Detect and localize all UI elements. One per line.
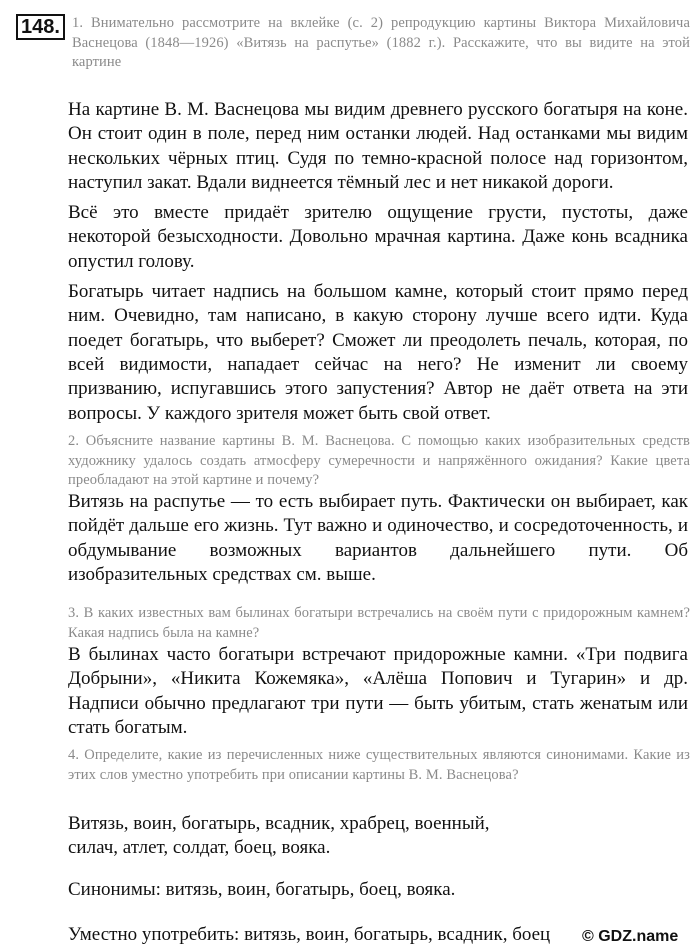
answer-3: В былинах часто богатыри встречают придорожные камни. «Три подвига Добрыни», «Никита Кожемяка», «Алёша Попович и Тугарин» и др. Надписи обычно предлагают три пути — быть убитым, стать женатым или стать богатым. [68, 644, 688, 738]
answer-1 [68, 98, 688, 426]
question-4: 4. Определите, какие из перечисленных ниже существительных являются синонимами. Какие из этих слов уместно употребить при описании картины В. М. Васнецова? [68, 747, 690, 783]
question-1: 1. Внимательно рассмотрите на вклейке (с. 2) репродукцию картины Виктора Михайловича Васнецова (1848—1926) «Витязь на распутье» (1882 г.). Расскажите, что вы видите на этой картине [72, 15, 690, 70]
exercise-number: 148. [16, 14, 65, 40]
answer-4-synonyms: Синонимы: витязь, воин, богатырь, боец, вояка. [68, 879, 456, 900]
answer-1-paragraph-1: На картине В. М. Васнецова мы видим древнего русского богатыря на коне. Он стоит один в поле, перед ним останки людей. Над останками мы видим нескольких чёрных птиц. Судя по темно-красной полосе над горизонтом, наступил закат. Вдали виднеется тёмный лес и нет никакой дороги. [68, 99, 688, 193]
answer-4-usage: Уместно употребить: витязь, воин, богатырь, всадник, боец [68, 924, 551, 945]
answer-1-paragraph-3: Богатырь читает надпись на большом камне, который стоит прямо перед ним. Очевидно, там написано, в какую сторону лучше всего идти. Куда поедет богатырь, что выберет? Сможет ли преодолеть печаль, которая, по всей видимости, нападает сейчас на него? Не изменит ли своему призванию, испугавшись этого запустения? Автор не даёт ответа на эти вопросы. У каждого зрителя может быть свой ответ. [68, 281, 688, 424]
watermark: © GDZ.name [578, 928, 678, 946]
answer-1-paragraph-2: Всё это вместе придаёт зрителю ощущение грусти, пустоты, даже некоторой безысходности. Довольно мрачная картина. Даже конь всадника опустил голову. [68, 202, 688, 272]
answer-2: Витязь на распутье — то есть выбирает путь. Фактически он выбирает, как пойдёт дальше его жизнь. Тут важно и одиночество, и сосредоточенность, и обдумывание возможных вариантов дальнейшего пути. Об изобразительных средствах см. выше. [68, 491, 688, 585]
answer-4-line-1: Витязь, воин, богатырь, всадник, храбрец, военный, [68, 813, 490, 834]
answer-4-line-2: силач, атлет, солдат, боец, вояка. [68, 837, 331, 858]
question-3: 3. В каких известных вам былинах богатыри встречались на своём пути с придорожным камнем? Какая надпись была на камне? [68, 605, 690, 641]
question-2: 2. Объясните название картины В. М. Васнецова. С помощью каких изобразительных средств художнику удалось создать атмосферу сумеречности и напряжённого ожидания? Какие цвета преобладают на этой картине и почему? [68, 433, 690, 488]
